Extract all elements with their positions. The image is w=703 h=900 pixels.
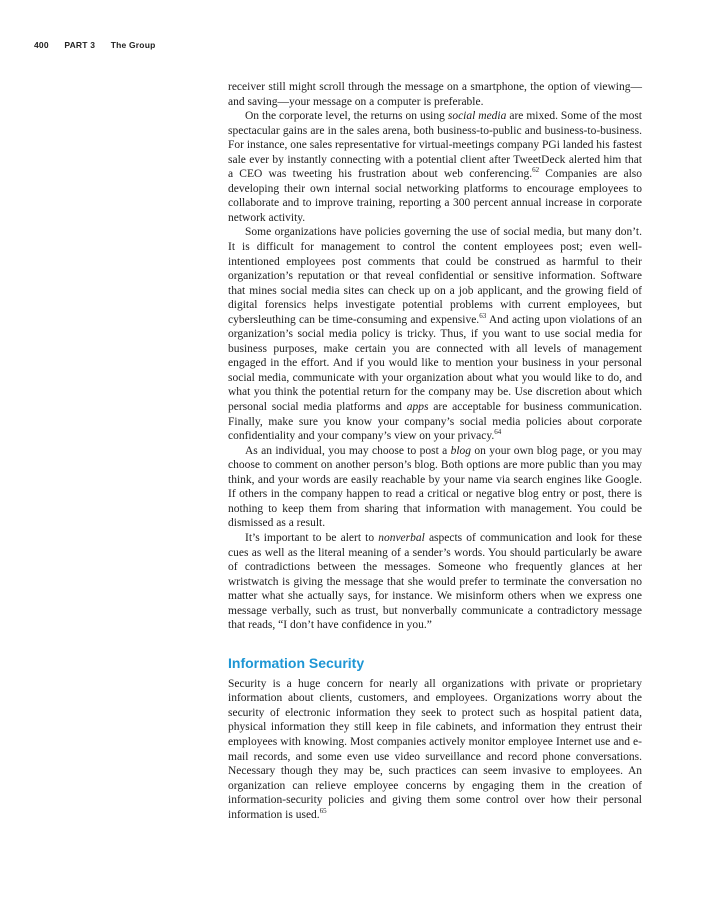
section-heading: Information Security <box>228 654 365 671</box>
text-run: receiver still might scroll through the message on a smartphone, the option of viewing—and saving—your message on a computer is preferable. <box>228 81 642 108</box>
footnote-ref: 65 <box>319 806 327 815</box>
footnote-ref: 64 <box>494 428 502 437</box>
page-number: 400 <box>34 40 49 50</box>
text-run: Security is a huge concern for nearly all organizations with private or proprietary information about clients, customers, and employees. Organizations worry about the security of electronic information they seek to protect such as hospital patient data, physical information they still keep in file cabinets, and information they entrust their employees with knowing. Most companies actively monitor employee Internet use and e-mail records, and some even use video surveillance and record phone conversations. Necessary though they may be, such practices can seem invasive to employees. An organization can relieve employee concerns by engaging them in the creation of information-security policies and giving them some control over how their personal information is used. <box>228 677 642 821</box>
part-label: PART 3 <box>64 40 96 50</box>
text-run: On the corporate level, the returns on using <box>245 110 448 123</box>
text-run: Companies are also developing their own internal social networking platforms to encourage employees to collaborate and to improve training, reporting a 300 percent annual increase in corporate network activity. <box>228 168 642 224</box>
footnote-ref: 63 <box>479 311 487 320</box>
running-header <box>34 40 169 50</box>
text-run: Some organizations have policies governing the use of social media, but many don’t. It is difficult for management to control the content employees post; even well-intentioned employees post comments that could be construed as harmful to their organization’s reputation or that reveal confidential or sensitive information. Software that mines social media sites can check up on a job applicant, and the growing field of digital forensics helps investigate potential problems with current employees, but cybersleuthing can be time-consuming and expensive. <box>228 226 642 326</box>
key-term: apps <box>406 401 429 414</box>
text-run: And acting upon violations of an organization’s social media policy is tricky. Thus, if you want to use social media for business purposes, make certain you are connected with all levels of management engaged in the effort. And if you would like to mention your business in your personal social media, communicate with your organization about what you would like to do, and what you think the potential return for the company may be. Use discretion about which personal social media platforms and <box>228 313 642 414</box>
body-text <box>228 80 642 822</box>
paragraph-4 <box>228 444 642 531</box>
key-term: blog <box>450 444 472 457</box>
text-run: aspects of communication and look for these cues as well as the literal meaning of a sender’s words. You should particularly be aware of contradictions between the messages. Someone who frequently glances at her wristwatch is giving the message that she would prefer to terminate the conversation no matter what she actually says, for instance. We misinform others when we express one message verbally, such as trust, but nonverbally communicate a contradictory message that reads, “I don’t have confidence in you.” <box>228 531 642 632</box>
part-title: The Group <box>110 40 156 50</box>
text-run: It’s important to be alert to <box>245 531 379 544</box>
text-run: As an individual, you may choose to post a <box>245 444 451 457</box>
key-term: nonverbal <box>378 531 425 544</box>
paragraph-1 <box>228 80 642 109</box>
footnote-ref: 62 <box>532 166 540 175</box>
paragraph-3 <box>228 225 642 443</box>
text-run: are acceptable for business communication. Finally, make sure you know your company’s social media policies about corporate confidentiality and your company’s view on your privacy. <box>228 401 642 443</box>
text-run: are mixed. Some of the most spectacular gains are in the sales arena, both business-to-public and business-to-business. For instance, one sales representative for virtual-meetings company PGi landed his fastest sale ever by instantly connecting with a potential client after TweetDeck alerted him that a CEO was tweeting his frustration about web conferencing. <box>228 110 643 181</box>
key-term: social media <box>447 110 507 123</box>
paragraph-5 <box>228 531 642 633</box>
paragraph-2 <box>228 109 642 225</box>
text-run: on your own blog page, or you may choose to comment on another person’s blog. Both options are more public than you may think, and your words are easily reachable by your name via search engines like Google. If others in the company happen to read a critical or negative blog entry or post, there is nothing to keep them from sharing that information with management. You could be dismissed as a result. <box>228 444 642 530</box>
section-paragraph <box>228 677 642 822</box>
